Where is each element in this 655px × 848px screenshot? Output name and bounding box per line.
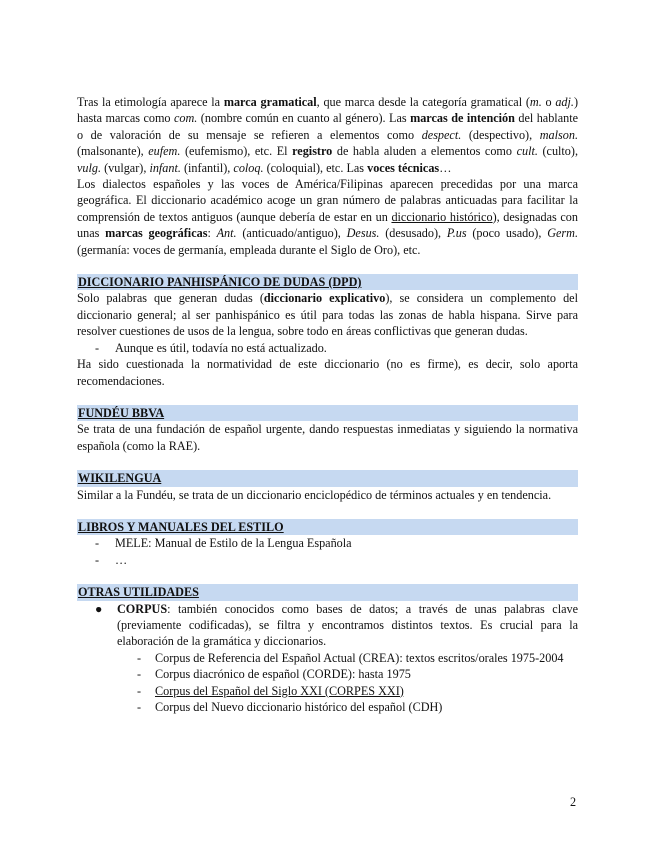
fundeu-paragraph: Se trata de una fundación de español urgente, dando respuestas inmediatas y siguiendo la normativa española (como la RAE). (77, 422, 578, 453)
text: ), se considera un complemento del diccionario general; al ser panhispánico es útil para todas las zonas de habla hispana. Sirve para resolver cuestiones de usos de la lengua, sobre todo en áreas conflictivas que generan dudas. (77, 291, 578, 339)
list-item: - Corpus de Referencia del Español Actual (CREA): textos escritos/orales 1975-2004 (117, 650, 578, 666)
text: Tras la etimología aparece la (77, 95, 224, 109)
list-item: - Corpus del Nuevo diccionario histórico del español (CDH) (117, 699, 578, 715)
text: : también conocidos como bases de datos; a través de unas palabras clave (previamente codificadas), se filtra y encontramos distintos textos. Es crucial para la elaboración de la gramática y diccionarios. (117, 601, 578, 649)
term-marcas-geograficas: marcas geográficas (105, 226, 208, 241)
spacer (77, 258, 578, 274)
abbr: com. (173, 111, 198, 126)
text: de habla aluden a elementos como (332, 144, 517, 159)
text: del hablante o de valoración de su mensaje se refieren a elementos como (77, 111, 578, 142)
text: , que marca desde la categoría gramatical ( (316, 95, 530, 109)
list-item: - Corpus diacrónico de español (CORDE): hasta 1975 (117, 666, 578, 682)
document-page (77, 94, 578, 715)
text: (poco usado), (466, 226, 548, 241)
abbr: vulg. (77, 160, 102, 175)
corpus-paragraph (117, 601, 578, 650)
dpd-paragraph-1 (77, 290, 578, 339)
spacer (77, 454, 578, 470)
text: (culto), (537, 144, 579, 159)
dpd-paragraph-2: Ha sido cuestionada la normatividad de este diccionario (no es firme), es decir, solo aporta recomendaciones. (77, 357, 578, 388)
text: (despectivo), (461, 127, 540, 142)
text: (malsonante), (77, 144, 149, 159)
abbr: m. (529, 95, 542, 109)
text: (germanía: voces de germanía, empleada durante el Siglo de Oro), etc. (77, 242, 421, 257)
corpes-link[interactable]: - Corpus del Español del Siglo XXI (CORPES XXI) (117, 683, 578, 699)
dpd-list (77, 340, 578, 356)
text: : (207, 226, 217, 241)
abbr: cult. (516, 144, 538, 159)
abbr: malson. (539, 127, 578, 142)
intro-paragraph-2 (77, 176, 578, 258)
abbr: infant. (149, 160, 181, 175)
diccionario-historico-link[interactable]: diccionario histórico (391, 209, 493, 224)
section-heading-otras: OTRAS UTILIDADES (77, 584, 578, 600)
otras-list (77, 601, 578, 716)
abbr: adj. (555, 95, 574, 109)
spacer (77, 389, 578, 405)
term-voces-tecnicas: voces técnicas (367, 160, 440, 175)
text: … (439, 160, 452, 175)
intro-paragraph-1 (77, 94, 578, 176)
text: (infantil), (180, 160, 234, 175)
section-heading-dpd: DICCIONARIO PANHISPÁNICO DE DUDAS (DPD) (77, 274, 578, 290)
libros-list (77, 535, 578, 568)
abbr: P.us (446, 226, 467, 241)
spacer (77, 568, 578, 584)
text: (coloquial), etc. Las (263, 160, 368, 175)
bullet-icon: ● (95, 601, 103, 616)
text: o (541, 95, 556, 109)
term-marca-gramatical: marca gramatical (223, 95, 317, 109)
term-corpus: CORPUS (117, 601, 168, 616)
text: (anticuado/antiguo), (236, 226, 347, 241)
abbr: Germ. (547, 226, 578, 241)
spacer (77, 503, 578, 519)
list-item: - … (77, 552, 578, 568)
abbr: coloq. (233, 160, 264, 175)
corpus-sublist (117, 650, 578, 716)
text: Solo palabras que generan dudas ( (77, 291, 264, 306)
wikilengua-paragraph: Similar a la Fundéu, se trata de un diccionario enciclopédico de términos actuales y en tendencia. (77, 487, 552, 502)
text: (nombre común en cuanto al género). Las (197, 111, 411, 126)
abbr: Desus. (346, 226, 380, 241)
section-heading-wikilengua: WIKILENGUA (77, 470, 578, 486)
list-item-corpus (77, 601, 578, 716)
text: (eufemismo), etc. El (180, 144, 293, 159)
text: (vulgar), (101, 160, 150, 175)
term-registro: registro (292, 144, 333, 159)
list-item: - MELE: Manual de Estilo de la Lengua Española (77, 535, 578, 551)
abbr: despect. (421, 127, 462, 142)
abbr: eufem. (148, 144, 181, 159)
section-heading-fundeu: FUNDÉU BBVA (77, 405, 578, 421)
text: (desusado), (379, 226, 447, 241)
term-diccionario-explicativo: diccionario explicativo (263, 291, 386, 306)
term-marcas-intencion: marcas de intención (410, 111, 515, 126)
abbr: Ant. (216, 226, 237, 241)
text: ) hasta marcas como (77, 95, 578, 126)
text: ), designadas con unas (77, 209, 578, 241)
text: Los dialectos españoles y las voces de América/Filipinas aparecen precedidas por una marca geográfica. El diccionario académico acoge un gran número de palabras anticuadas para facilitar la comprensión de textos antiguos (aunque debería de estar en un (77, 177, 578, 224)
list-item: - Aunque es útil, todavía no está actualizado. (77, 340, 578, 356)
page-number: 2 (570, 795, 577, 809)
section-heading-libros: LIBROS Y MANUALES DEL ESTILO (77, 519, 578, 535)
